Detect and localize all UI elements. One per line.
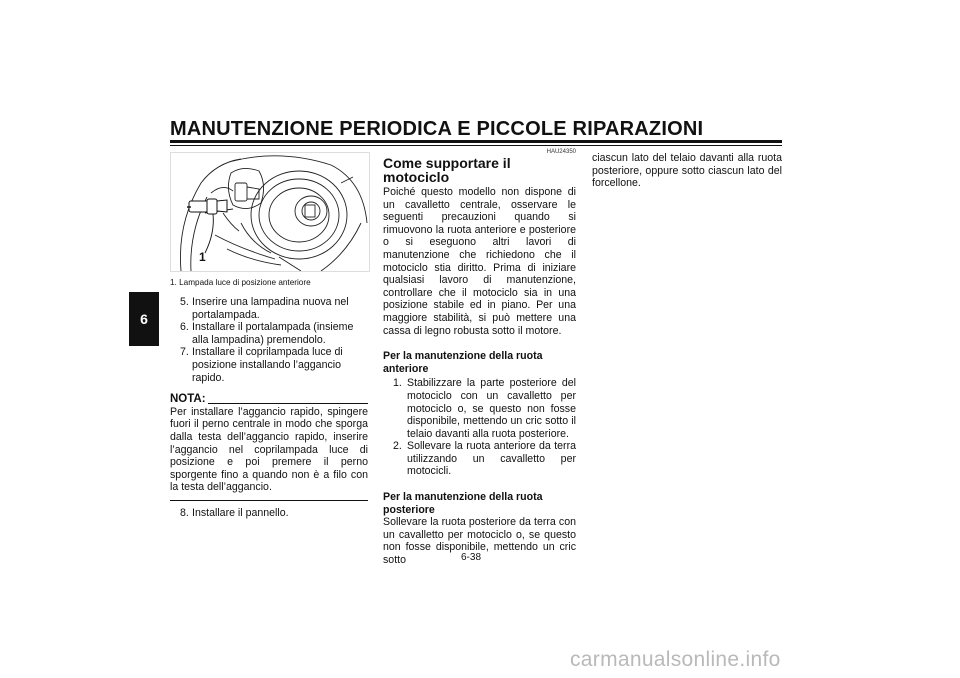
- section-title: Come supportare il motociclo: [383, 155, 511, 185]
- note-text: Per installare l’aggancio rapido, spingere fuori il perno centrale in modo che sporga dalla testa dell’aggancio rapido, inserire l’aggancio nel coprilampada luce di posizione e poi premere il perno sporgente fino a quando non è a filo con la testa dell’aggancio.: [170, 405, 368, 494]
- section-code: HAU24350: [546, 149, 576, 155]
- note-box: [170, 393, 368, 501]
- title-rule: [170, 140, 782, 143]
- figure-callout: 1: [199, 250, 206, 264]
- front-wheel-steps: [383, 377, 576, 478]
- column-right: [592, 152, 782, 190]
- title-rule-thin: [170, 145, 782, 146]
- headlight-illustration: [171, 153, 369, 271]
- section-intro: Poiché questo modello non dispone di un cavalletto centrale, osservare le seguenti precauzioni quando si rimuovono la ruota anteriore e posteriore o si eseguono altri lavori di manutenzione che richiedono che il motociclo stia diritto. Prima di iniziare qualsiasi lavoro di manutenzione, controllare che il motociclo sia in una posizione stabile ed in piano. Per una maggiore stabilità, si può mettere una cassa di legno robusta sotto il motore.: [383, 186, 576, 337]
- note-end-rule: [170, 500, 368, 501]
- steps-list: [170, 296, 368, 384]
- list-item: 2. Sollevare la ruota anteriore da terra utilizzando un cavalletto per motocicli.: [393, 440, 576, 478]
- note-label: NOTA:: [170, 393, 206, 406]
- list-item: 7. Installare il coprilampada luce di posizione installando l’aggancio rapido.: [180, 346, 343, 384]
- column-middle: [383, 148, 576, 567]
- page-title: MANUTENZIONE PERIODICA E PICCOLE RIPARAZIONI: [170, 118, 704, 140]
- headlight-figure: [170, 152, 370, 272]
- rear-wheel-text: Sollevare la ruota posteriore da terra con un cavalletto per motociclo o, se questo non fosse disponibile, mettendo un cric sotto: [383, 516, 576, 567]
- figure-caption: 1. Lampada luce di posizione anteriore: [170, 278, 311, 287]
- subheading-front-wheel: Per la manutenzione della ruota anteriore: [383, 350, 543, 375]
- list-item: 1. Stabilizzare la parte posteriore del motociclo con un cavalletto per motociclo o, se questo non fosse disponibile, mettendo un cric sotto il telaio davanti alla ruota posteriore.: [393, 377, 576, 440]
- watermark: carmanualsonline.info: [570, 648, 781, 671]
- subheading-rear-wheel: Per la manutenzione della ruota posteriore: [383, 491, 543, 516]
- chapter-tab: 6: [129, 292, 159, 346]
- rear-wheel-text-continued: ciascun lato del telaio davanti alla ruota posteriore, oppure sotto ciascun lato del forcellone.: [592, 152, 782, 190]
- steps-list-continued: [170, 507, 368, 520]
- list-item: 5. Inserire una lampadina nuova nel portalampada.: [180, 296, 349, 321]
- note-rule: [208, 402, 368, 404]
- page-number: 6-38: [461, 552, 482, 563]
- list-item: 6. Installare il portalampada (insieme alla lampadina) premendolo.: [180, 321, 354, 346]
- list-item: 8. Installare il pannello.: [180, 506, 289, 519]
- column-left: [170, 152, 368, 520]
